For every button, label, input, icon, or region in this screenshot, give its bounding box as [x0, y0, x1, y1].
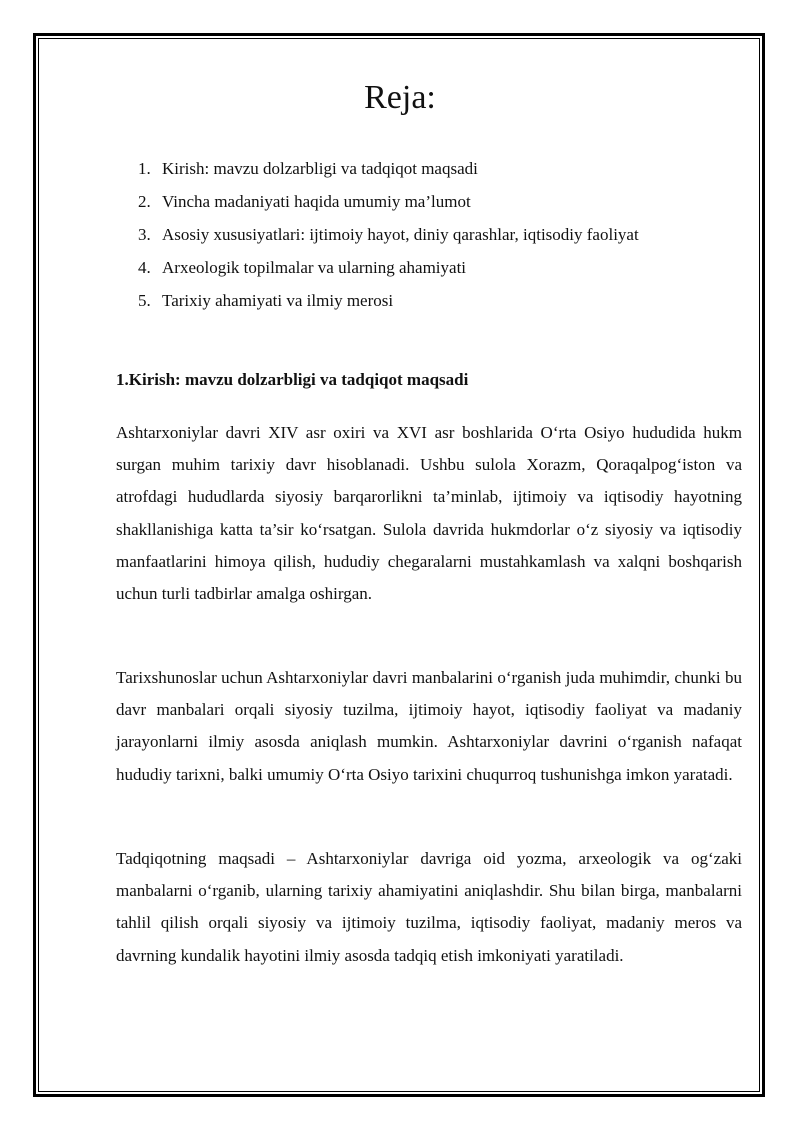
plan-item — [138, 185, 639, 218]
plan-item — [138, 284, 639, 317]
body-paragraph-1: Ashtarxoniylar davri XIV asr oxiri va XVI asr boshlarida O‘rta Osiyo hududida hukm surgan muhim tarixiy davr hisoblanadi. Ushbu sulola Xorazm, Qoraqalpog‘iston va atrofdagi hududlarda siyosiy barqarorlikni ta’minlab, ijtimoiy va iqtisodiy hayotning shakllanishiga katta ta’sir ko‘rsatgan. Sulola davrida hukmdorlar o‘z siyosiy va iqtisodiy manfaatlarini himoya qilish, hududiy chegaralarni mustahkamlash va xalqni boshqarish uchun turli tadbirlar amalga oshirgan. — [116, 423, 742, 604]
plan-item-number: 1. — [138, 159, 151, 178]
plan-item-text: Kirish: mavzu dolzarbligi va tadqiqot maqsadi — [162, 159, 478, 178]
plan-item-number: 3. — [138, 225, 151, 244]
plan-item-number: 5. — [138, 291, 151, 310]
plan-list — [138, 152, 639, 317]
section-heading: 1.Kirish: mavzu dolzarbligi va tadqiqot maqsadi — [116, 370, 469, 389]
plan-item-text: Arxeologik topilmalar va ularning ahamiyati — [162, 258, 467, 277]
body-paragraph-3: Tadqiqotning maqsadi – Ashtarxoniylar davriga oid yozma, arxeologik va og‘zaki manbalarni o‘rganib, ularning tarixiy ahamiyatini aniqlashdir. Shu bilan birga, manbalarni tahlil qilish orqali siyosiy va ijtimoiy tuzilma, iqtisodiy faoliyat, madaniy meros va davrning kundalik hayotini ilmiy asosda tadqiq etish imkoniyati yaratiladi. — [116, 849, 742, 965]
plan-item — [138, 251, 639, 284]
plan-item-text: Vincha madaniyati haqida umumiy ma’lumot — [162, 192, 471, 211]
page-title: Reja: — [364, 79, 436, 116]
plan-item-number: 2. — [138, 192, 151, 211]
plan-item-text: Tarixiy ahamiyati va ilmiy merosi — [162, 291, 394, 310]
plan-item-number: 4. — [138, 258, 151, 277]
plan-item-text: Asosiy xususiyatlari: ijtimoiy hayot, diniy qarashlar, iqtisodiy faoliyat — [162, 225, 639, 244]
plan-item — [138, 152, 639, 185]
body-paragraph-2: Tarixshunoslar uchun Ashtarxoniylar davri manbalarini o‘rganish juda muhimdir, chunki bu davr manbalari orqali siyosiy tuzilma, ijtimoiy hayot, iqtisodiy faoliyat va madaniy jarayonlarni ilmiy asosda aniqlash mumkin. Ashtarxoniylar davrini o‘rganish nafaqat hududiy tarixni, balki umumiy O‘rta Osiyo tarixini chuqurroq tushunishga imkon yaratadi. — [116, 668, 742, 784]
plan-item — [138, 218, 639, 251]
